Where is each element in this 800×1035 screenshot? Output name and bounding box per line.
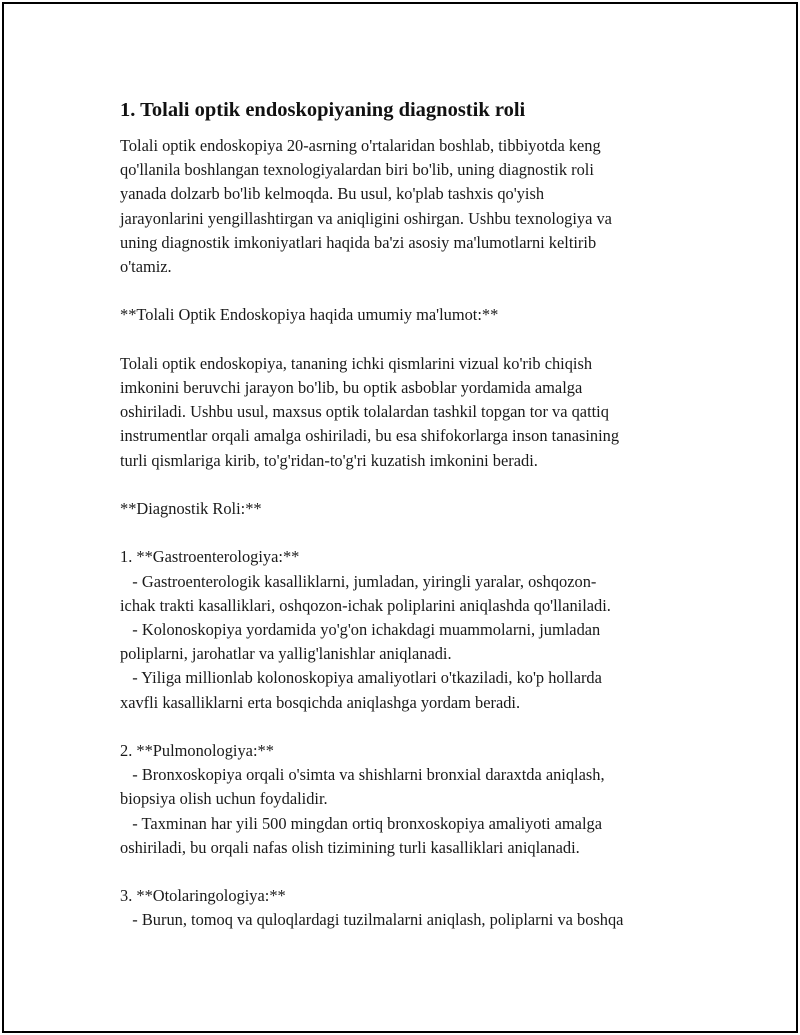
paragraph-gap: [120, 473, 705, 497]
section-heading-diagnostic-role: **Diagnostik Roli:**: [120, 499, 262, 518]
general-info-paragraph: Tolali optik endoskopiya, tananing ichki qismlarini vizual ko'rib chiqish imkonini beruvchi jarayon bo'lib, bu optik asboblar yordamida amalga oshiriladi. Ushbu usul, maxsus optik tolalardan tashkil topgan tor va qattiq instrumentlar orqali amalga oshiriladi, bu esa shifokorlarga inson tanasining turli qismlariga kirib, to'g'ridan-to'g'ri kuzatish imkonini beradi.: [120, 353, 620, 470]
paragraph-gap: [120, 279, 705, 303]
list-item-otolaryngology: 3. **Otolaringologiya:** - Burun, tomoq va quloqlardagi tuzilmalarni aniqlash, poliplarni va boshqa: [120, 886, 624, 930]
paragraph-gap: [120, 860, 705, 884]
page-frame: [2, 2, 798, 1033]
paragraph-gap: [120, 328, 705, 352]
list-item-pulmonology: 2. **Pulmonologiya:** - Bronxoskopiya orqali o'simta va shishlarni bronxial daraxtda aniqlash, biopsiya olish uchun foydalidir. - Taxminan har yili 500 mingdan ortiq bronxoskopiya amaliyoti amalga oshiriladi, bu orqali nafas olish tizimining turli kasalliklari aniqlanadi.: [120, 741, 605, 857]
intro-paragraph: Tolali optik endoskopiya 20-asrning o'rtalaridan boshlab, tibbiyotda keng qo'llanila boshlangan texnologiyalardan biri bo'lib, uning diagnostik roli yanada dolzarb bo'lib kelmoqda. Bu usul, ko'plab tashxis qo'yish jarayonlarini yengillashtirgan va aniqligini oshirgan. Ushbu texnologiya va uning diagnostik imkoniyatlari haqida ba'zi asosiy ma'lumotlarni keltirib o'tamiz.: [120, 136, 612, 277]
paragraph-gap: [120, 715, 705, 739]
list-item-gastroenterology: 1. **Gastroenterologiya:** - Gastroenterologik kasalliklarni, jumladan, yiringli yaralar, oshqozon- ichak trakti kasalliklari, oshqozon-ichak poliplarini aniqlashda qo'llaniladi. - Kolonoskopiya yordamida yo'g'on ichakdagi muammolarni, jumladan poliplarni, jarohatlar va yallig'lanishlar aniqlanadi. - Yiliga millionlab kolonoskopiya amaliyotlari o'tkaziladi, ko'p hollarda xavfli kasalliklarni erta bosqichda aniqlashga yordam beradi.: [120, 547, 611, 712]
document-body: [120, 97, 705, 933]
section-heading-general-info: **Tolali Optik Endoskopiya haqida umumiy ma'lumot:**: [120, 305, 499, 325]
paragraph-gap: [120, 521, 705, 545]
document-title: 1. Tolali optik endoskopiyaning diagnostik roli: [120, 99, 526, 121]
